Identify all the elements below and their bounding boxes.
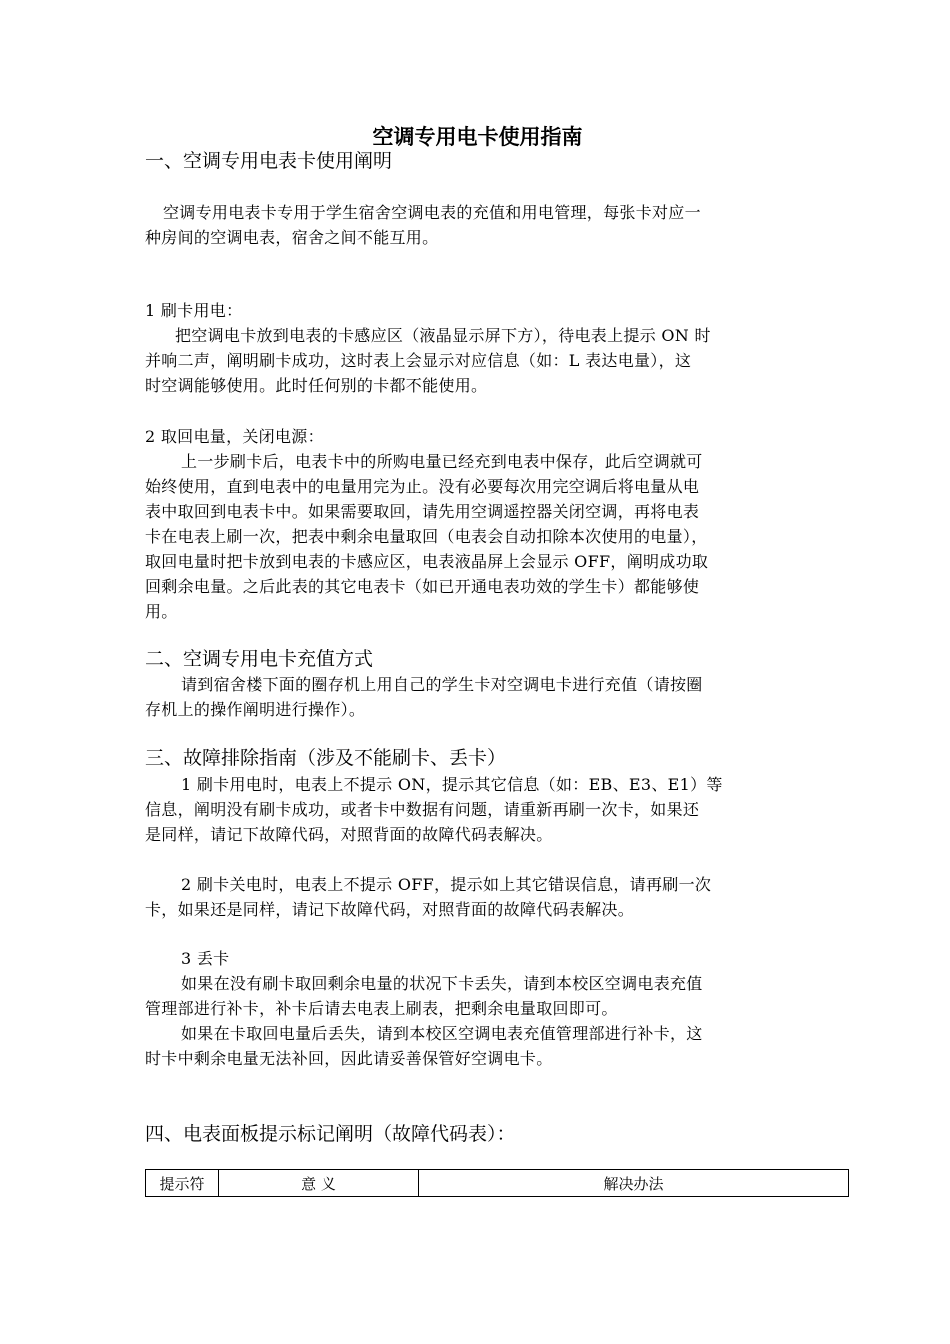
- table-header-row: [146, 1170, 849, 1197]
- item-2-text: [145, 449, 807, 624]
- section-3-item-1: [145, 772, 807, 847]
- paragraph-line: 卡在电表上刷一次，把表中剩余电量取回（电表会自动扣除本次使用的电量），: [145, 527, 708, 546]
- paragraph-line: 存机上的操作阐明进行操作）。: [145, 700, 366, 719]
- section-1-heading: 一、空调专用电表卡使用阐明: [145, 150, 393, 172]
- fault-code-table: [145, 1169, 849, 1197]
- paragraph-line: 卡，如果还是同样，请记下故障代码，对照背面的故障代码表解决。: [145, 900, 635, 919]
- paragraph-line: 上一步刷卡后，电表卡中的所购电量已经充到电表中保存，此后空调就可: [181, 452, 703, 471]
- paragraph-line: 1 刷卡用电时，电表上不提示 ON，提示其它信息（如：EB、E3、E1）等: [181, 775, 723, 794]
- table-header-symbol: 提示符: [146, 1170, 219, 1197]
- paragraph-line: 如果在没有刷卡取回剩余电量的状况下卡丢失，请到本校区空调电表充值: [181, 974, 703, 993]
- document-title: 空调专用电卡使用指南: [372, 124, 583, 149]
- paragraph-line: 是同样，请记下故障代码，对照背面的故障代码表解决。: [145, 825, 553, 844]
- section-3-item-3-text-a: [145, 971, 807, 1021]
- table-header-meaning: 意 义: [219, 1170, 419, 1197]
- paragraph-line: 2 刷卡关电时，电表上不提示 OFF，提示如上其它错误信息，请再刷一次: [181, 875, 712, 894]
- paragraph-line: 时卡中剩余电量无法补回，因此请妥善保管好空调电卡。: [145, 1049, 553, 1068]
- paragraph-line: 信息，阐明没有刷卡成功，或者卡中数据有问题，请重新再刷一次卡，如果还: [145, 800, 700, 819]
- paragraph-line: 始终使用，直到电表中的电量用完为止。没有必要每次用完空调后将电量从电: [145, 477, 700, 496]
- section-3-item-3-text-b: [145, 1021, 807, 1071]
- paragraph-line: 并响二声，阐明刷卡成功，这时表上会显示对应信息（如：L 表达电量），这: [145, 351, 692, 370]
- paragraph-line: 请到宿舍楼下面的圈存机上用自己的学生卡对空调电卡进行充值（请按圈: [181, 675, 703, 694]
- paragraph-line: 用。: [145, 602, 178, 621]
- table-header-solution: 解决办法: [419, 1170, 849, 1197]
- paragraph-line: 如果在卡取回电量后丢失，请到本校区空调电表充值管理部进行补卡，这: [181, 1024, 703, 1043]
- paragraph-line: 取回电量时把卡放到电表的卡感应区，电表液晶屏上会显示 OFF，阐明成功取: [145, 552, 709, 571]
- section-3-heading: 三、故障排除指南（涉及不能刷卡、丢卡）: [145, 747, 507, 769]
- item-1-text: [145, 323, 807, 398]
- paragraph-line: 表中取回到电表卡中。如果需要取回，请先用空调遥控器关闭空调，再将电表: [145, 502, 700, 521]
- section-3-item-3-heading: 3 丢卡: [181, 949, 230, 968]
- section-1-intro: [145, 200, 807, 250]
- paragraph-line: 回剩余电量。之后此表的其它电表卡（如已开通电表功效的学生卡）都能够使: [145, 577, 700, 596]
- paragraph-line: 时空调能够使用。此时任何别的卡都不能使用。: [145, 376, 488, 395]
- item-2-heading: 2 取回电量，关闭电源：: [145, 427, 324, 446]
- section-4-heading: 四、电表面板提示标记阐明（故障代码表）：: [145, 1123, 516, 1145]
- paragraph-line: 管理部进行补卡，补卡后请去电表上刷表，把剩余电量取回即可。: [145, 999, 618, 1018]
- section-2-heading: 二、空调专用电卡充值方式: [145, 648, 374, 670]
- paragraph-line: 种房间的空调电表，宿舍之间不能互用。: [145, 228, 439, 247]
- section-2-text: [145, 672, 807, 722]
- paragraph-line: 把空调电卡放到电表的卡感应区（液晶显示屏下方），待电表上提示 ON 时: [175, 326, 711, 345]
- paragraph-line: 空调专用电表卡专用于学生宿舍空调电表的充值和用电管理，每张卡对应一: [163, 203, 701, 222]
- item-1-heading: 1 刷卡用电：: [145, 301, 243, 320]
- section-3-item-2: [145, 872, 807, 922]
